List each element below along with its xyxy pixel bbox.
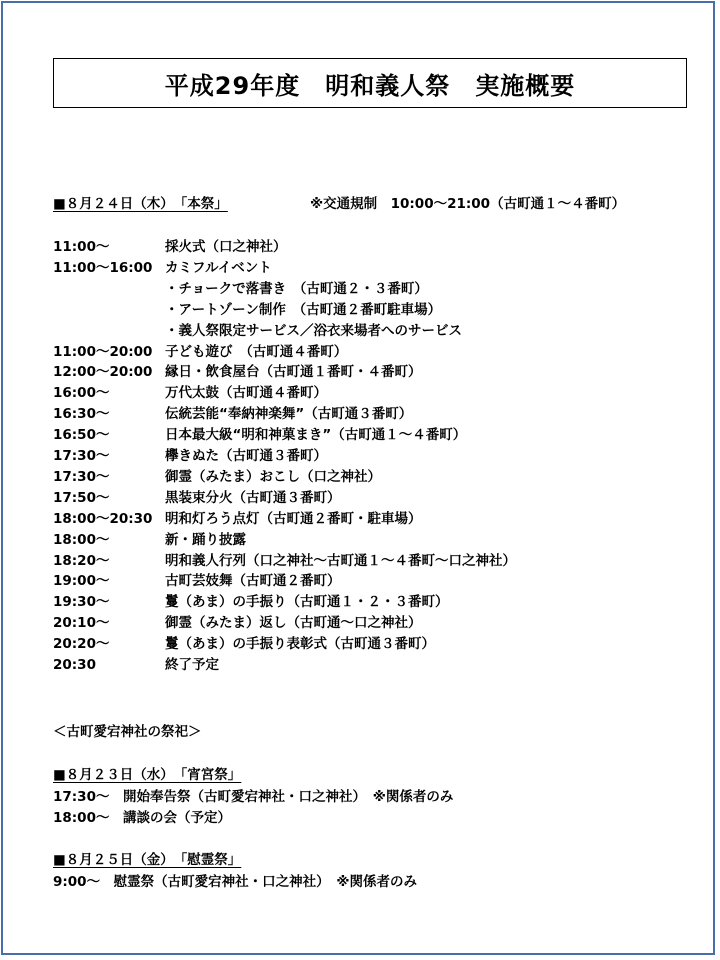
schedule-event: 鬘（あま）の手振り表彰式（古町通３番町） <box>165 636 435 653</box>
day3-line: 9:00～ 慰霊祭（古町愛宕神社・口之神社） ※関係者のみ <box>53 874 417 890</box>
schedule-time: 18:20～ <box>53 552 110 569</box>
schedule-time: 17:30～ <box>53 468 110 485</box>
schedule-time: 18:00～20:30 <box>53 510 153 527</box>
schedule-event: 日本最大級“明和神菓まき”（古町通１～４番町） <box>165 427 467 444</box>
schedule-time: 20:10～ <box>53 615 110 632</box>
schedule-event: 終了予定 <box>165 657 219 673</box>
schedule-time: 12:00～20:00 <box>53 364 153 381</box>
day2-heading: ■８月２３日（水） 「宵宮祭」 <box>53 767 242 783</box>
schedule-time: 20:20～ <box>53 636 110 653</box>
schedule-time: 16:50～ <box>53 427 110 444</box>
schedule-event: ・チョークで落書き （古町通２・３番町） <box>165 280 428 297</box>
schedule-event: 欅きぬた（古町通３番町） <box>165 448 327 464</box>
schedule-time: 20:30 <box>53 657 96 673</box>
schedule-time: 19:00～ <box>53 573 110 590</box>
schedule-event: 伝統芸能“奉納神楽舞”（古町通３番町） <box>165 406 413 423</box>
schedule-event: ・アートゾーン制作 （古町通２番町駐車場） <box>165 301 442 318</box>
schedule-event: 古町芸妓舞（古町通２番町） <box>165 573 341 590</box>
schedule-event: 鬘（あま）の手振り（古町通１・２・３番町） <box>165 594 449 611</box>
day2-line: 17:30～ 開始奉告祭（古町愛宕神社・口之神社） ※関係者のみ <box>53 789 454 805</box>
traffic-note: ※交通規制 10:00～21:00（古町通１～４番町） <box>310 196 626 212</box>
schedule-event: 新・踊り披露 <box>165 531 246 548</box>
schedule-time: 17:30～ <box>53 448 110 464</box>
schedule-time: 19:30～ <box>53 594 110 611</box>
day3-heading: ■８月２５日（金） 「慰霊祭」 <box>53 852 242 868</box>
schedule-event: 明和灯ろう点灯（古町通２番町・駐車場） <box>165 510 422 527</box>
shrine-section-heading: ＜古町愛宕神社の祭祀＞ <box>53 724 202 740</box>
schedule-event: 採火式（口之神社） <box>165 239 287 255</box>
schedule-event: 黒装束分火（古町通３番町） <box>165 489 341 506</box>
schedule-time: 16:30～ <box>53 406 110 423</box>
day2-line: 18:00～ 講談の会（予定） <box>53 810 231 826</box>
day1-heading: ■８月２４日（木） 「本祭」 <box>53 196 228 212</box>
schedule-time: 11:00～16:00 <box>53 259 153 276</box>
page-title: 平成29年度 明和義人祭 実施概要 <box>164 71 576 100</box>
schedule-event: 明和義人行列（口之神社～古町通１～４番町～口之神社） <box>165 552 516 569</box>
schedule-time: 11:00～ <box>53 239 110 255</box>
schedule-time: 11:00～20:00 <box>53 343 153 360</box>
page-title-box <box>53 58 687 108</box>
schedule-time: 17:50～ <box>53 489 110 506</box>
schedule-event: カミフルイベント <box>165 259 272 276</box>
schedule-event: 御霊（みたま）おこし（口之神社） <box>165 468 381 485</box>
schedule-event: 子ども遊び （古町通４番町） <box>165 343 348 360</box>
schedule-time: 16:00～ <box>53 385 110 402</box>
schedule-event: 縁日・飲食屋台（古町通１番町・４番町） <box>165 364 422 381</box>
schedule-time: 18:00～ <box>53 531 110 548</box>
schedule-event: 万代太鼓（古町通４番町） <box>165 385 327 402</box>
schedule-event: 御霊（みたま）返し（古町通～口之神社） <box>165 615 422 632</box>
schedule-event: ・義人祭限定サービス／浴衣来場者へのサービス <box>165 322 462 339</box>
